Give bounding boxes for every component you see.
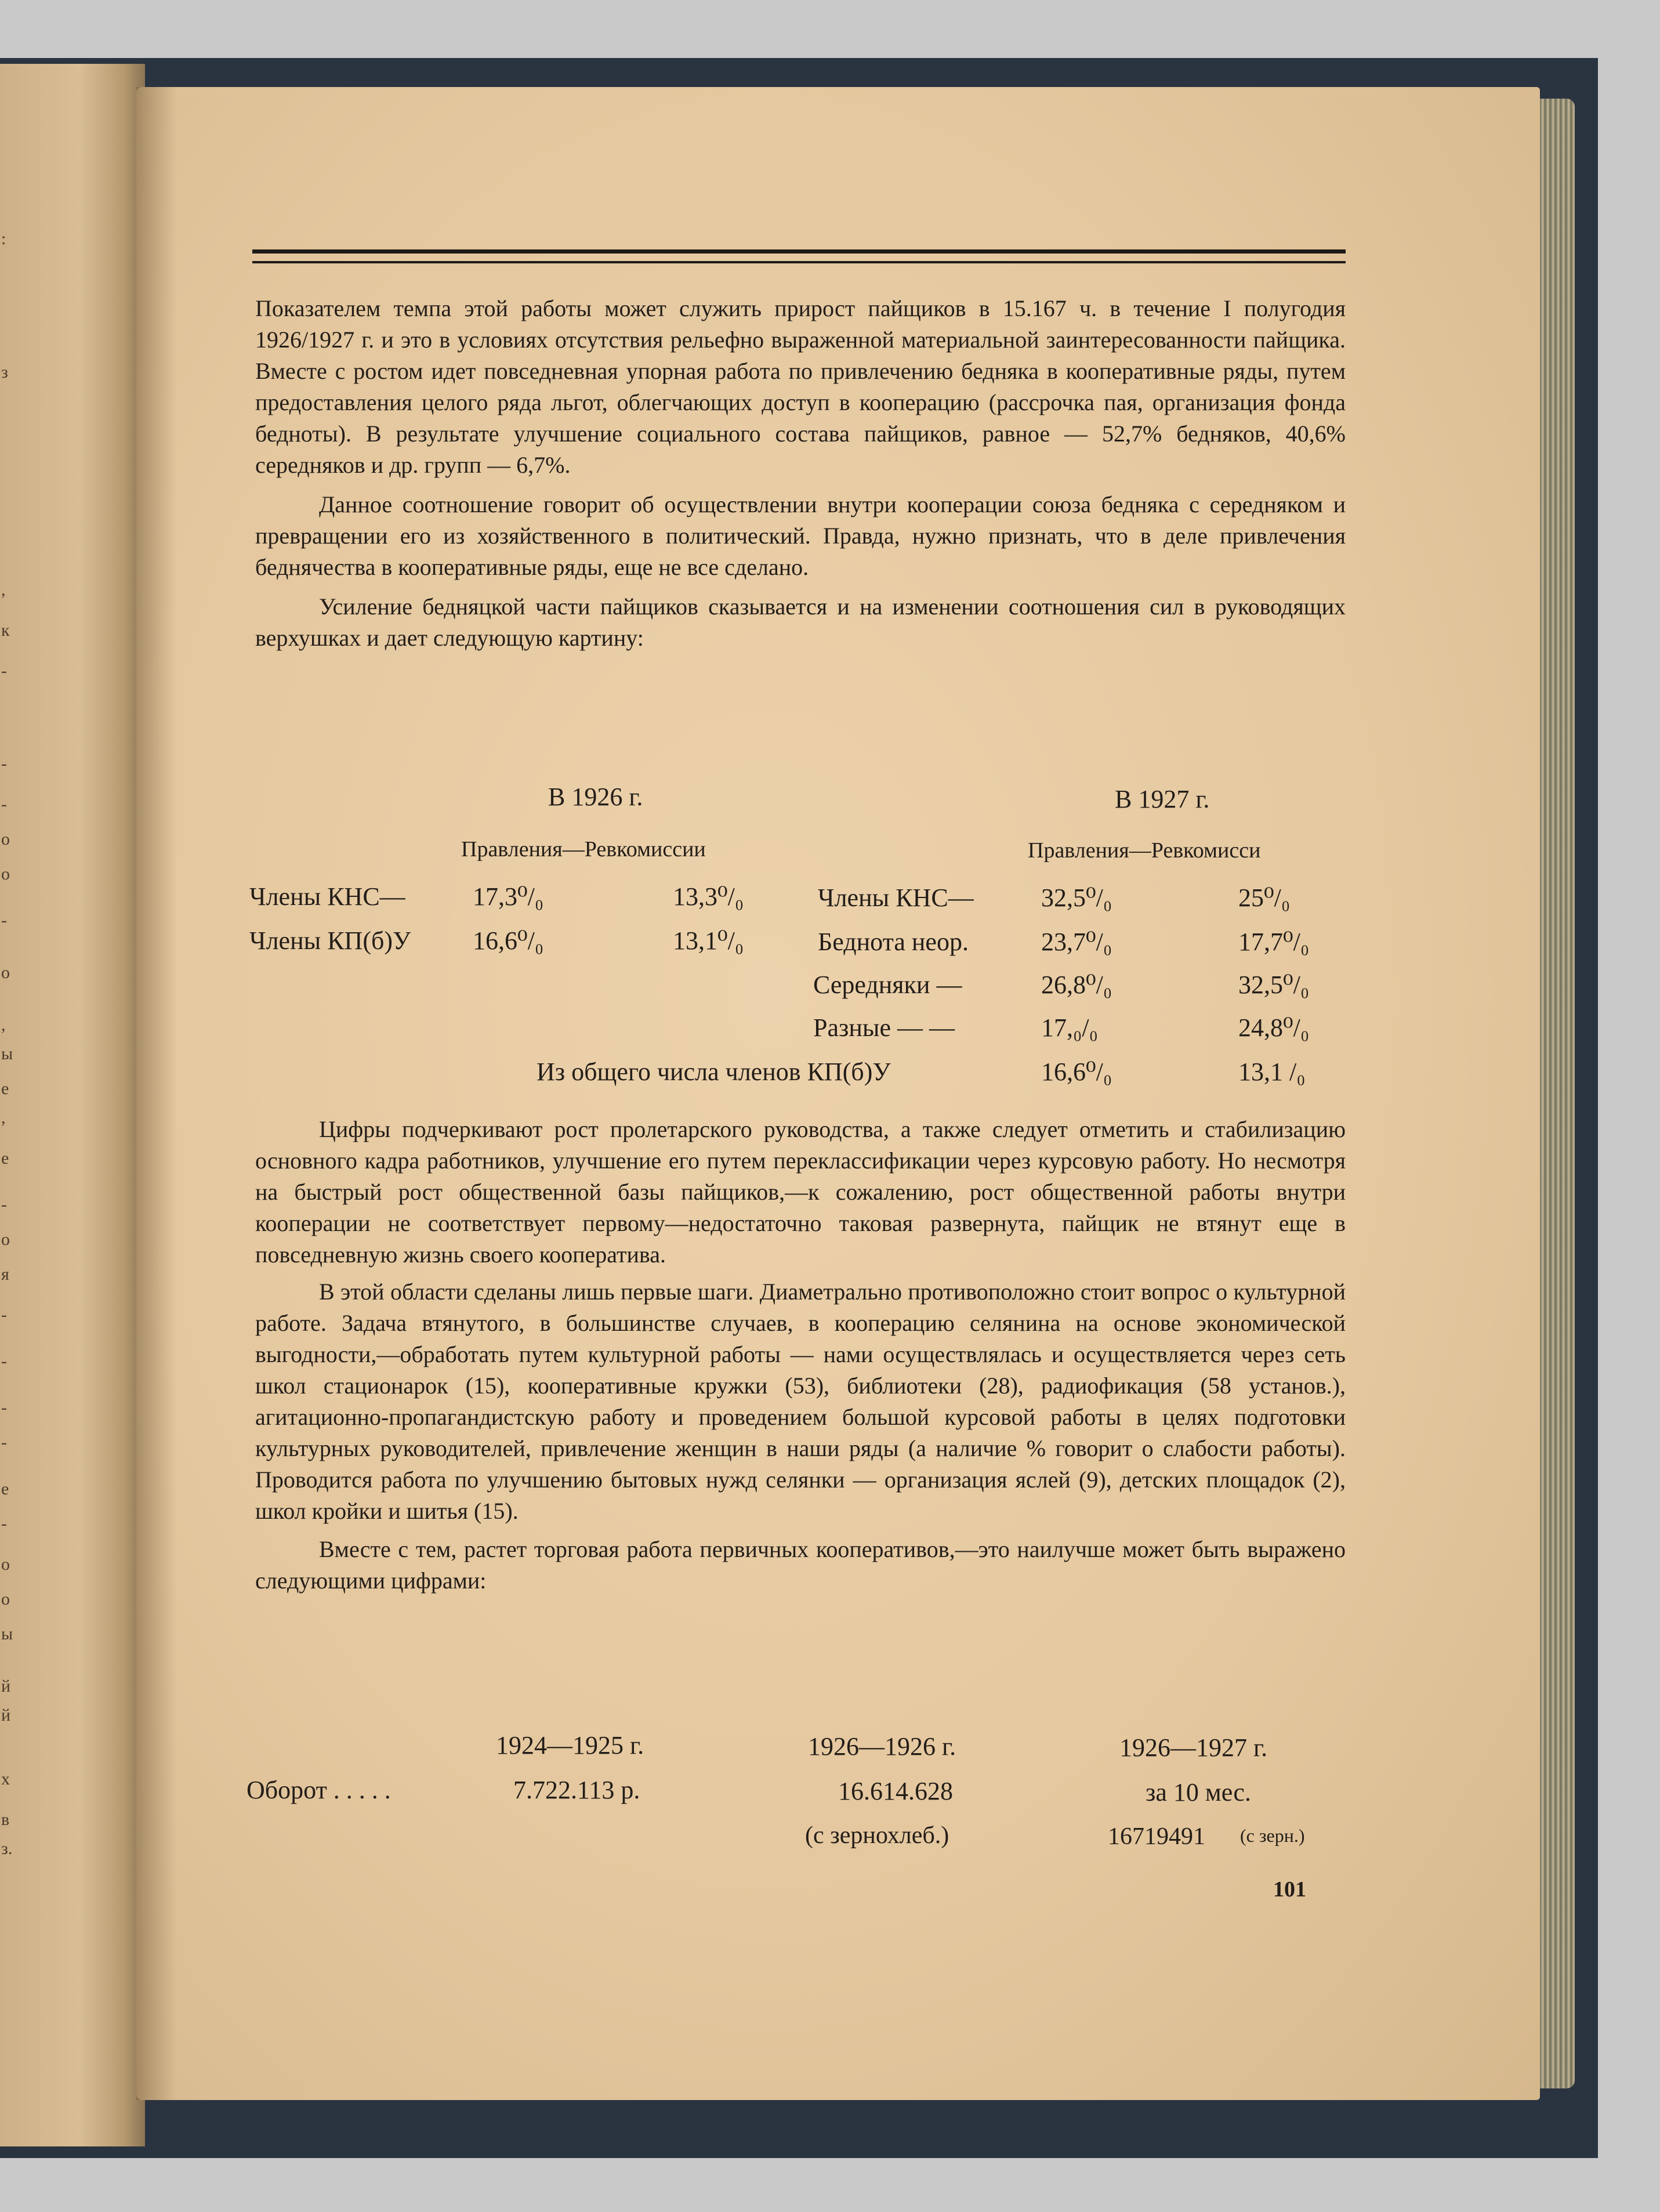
- left-margin-fragment: -: [1, 1305, 7, 1324]
- left-margin-fragment: :: [1, 229, 6, 248]
- table1-right-row-label: Середняки —: [813, 971, 962, 999]
- table1-right-row-value: 13,1 /₀: [1238, 1058, 1306, 1086]
- left-margin-fragment: к: [1, 621, 10, 640]
- table2-note-small: (с зерн.): [1240, 1825, 1305, 1846]
- left-margin-fragment: -: [1, 1352, 7, 1371]
- left-margin-fragment: о: [1, 864, 10, 884]
- table1-right-row-value: 32,5⁰/₀: [1041, 884, 1112, 912]
- left-margin-fragment: -: [1, 1195, 7, 1214]
- paragraph-6: Вместе с тем, растет торговая работа первичных кооперативов,—это наилучше может быть выражено следующими цифрами:: [255, 1536, 1346, 1594]
- left-margin-fragment: о: [1, 1230, 10, 1249]
- left-margin-fragment: й: [1, 1706, 11, 1725]
- table1-right-row-value: 17,₀/₀: [1041, 1013, 1098, 1042]
- table1-right-row-label: Из общего числа членов КП(б)У: [537, 1058, 891, 1086]
- left-margin-fragment: я: [1, 1265, 9, 1284]
- table1-left-row-value: 16,6⁰/₀: [473, 926, 544, 955]
- page-number: 101: [1273, 1877, 1306, 1902]
- table2-header: 1924—1925 г.: [496, 1731, 644, 1760]
- left-margin-fragment: о: [1, 963, 10, 982]
- left-margin-fragment: е: [1, 1149, 9, 1168]
- left-margin-fragment: -: [1, 1433, 7, 1452]
- left-margin-fragment: е: [1, 1079, 9, 1098]
- left-margin-fragment: -: [1, 661, 7, 680]
- paragraph-3: Усиление бедняцкой части пайщиков сказывается и на изменении соотношения сил в руководящих верхушках и дает следующую картину:: [255, 593, 1346, 651]
- table2-header: 1926—1927 г.: [1119, 1733, 1268, 1762]
- body-text-block: [255, 1114, 1346, 1596]
- table1-year-left: В 1926 г.: [548, 783, 643, 811]
- left-margin-fragment: з: [1, 363, 8, 382]
- table1-year-right: В 1927 г.: [1115, 785, 1210, 813]
- paragraph-1: Показателем темпа этой работы может служить прирост пайщиков в 15.167 ч. в течение I полугодия 1926/1927 г. и это в условиях отсутствия рельефно выраженной материальной заинтересованности пайщика. Вместе с ростом идет повседневная упорная работа по привлечению бедняка в кооперативные ряды, путем предоставления целого ряда льгот, облегчающих доступ в кооперацию (рассрочка пая, организация фонда бедноты). В результате улучшение социального состава пайщиков, равное — 52,7% бедняков, 40,6% середняков и др. групп — 6,7%.: [255, 295, 1346, 478]
- left-margin-fragment: ,: [1, 1108, 6, 1127]
- header-rule-thick: [252, 249, 1346, 254]
- table1-left-row-label: Члены КНС—: [249, 882, 405, 911]
- left-margin-fragment: ,: [1, 1015, 6, 1034]
- left-margin-fragment: ,: [1, 580, 6, 599]
- left-page-margin-text: [0, 64, 23, 2146]
- table2-value: 7.722.113 р.: [513, 1776, 640, 1804]
- table1-left-row-label: Члены КП(б)У: [249, 926, 411, 955]
- paragraph-5: В этой области сделаны лишь первые шаги. Диаметрально противоположно стоит вопрос о культурной работе. Задача втянутого, в большинстве случаев, в кооперацию селянина на основе экономической выгодности,—обработать путем культурной работы — нами осуществлялась и осуществляется через сеть школ стационарок (15), кооперативные кружки (53), библиотеки (28), радиофикация (58 установ.), агитационно-пропагандистскую работу и проведением большой курсовой работы в целях подготовки культурных руководителей, привлечение женщин в наши ряды (а наличие % говорит о слабости работы). Проводится работа по улучшению бытовых нужд селянки — организация яслей (9), детских площадок (2), школ кройки и шитья (15).: [255, 1279, 1346, 1524]
- table1-right-row-label: Беднота неор.: [818, 928, 969, 956]
- table2-row-label: Оборот . . . . .: [247, 1776, 391, 1804]
- table1-right-row-value: 25⁰/₀: [1238, 884, 1291, 912]
- left-margin-fragment: в: [1, 1810, 10, 1829]
- left-margin-fragment: е: [1, 1479, 9, 1498]
- table2-header: 1926—1926 г.: [808, 1732, 956, 1761]
- left-margin-fragment: -: [1, 911, 7, 930]
- table1-right-row-value: 17,7⁰/₀: [1238, 928, 1310, 956]
- table2-value: 16.614.628: [838, 1777, 953, 1805]
- table1-left-row-value: 13,3⁰/₀: [673, 882, 744, 911]
- left-margin-fragment: з.: [1, 1839, 13, 1858]
- table1-right-row-value: 16,6⁰/₀: [1041, 1058, 1112, 1086]
- left-margin-fragment: ы: [1, 1624, 13, 1643]
- left-margin-fragment: ы: [1, 1044, 13, 1063]
- left-margin-fragment: -: [1, 754, 7, 773]
- table2-note: (с зернохлеб.): [805, 1822, 949, 1849]
- table1-subheader-right: Правления—Ревкомисси: [1028, 838, 1261, 863]
- left-margin-fragment: х: [1, 1769, 10, 1789]
- table1-subheader-left: Правления—Ревкомиссии: [461, 837, 706, 861]
- table1-right-row-value: 24,8⁰/₀: [1238, 1013, 1310, 1042]
- table1-left-row-value: 17,3⁰/₀: [473, 882, 544, 911]
- left-margin-fragment: -: [1, 1398, 7, 1417]
- table1-left-row-value: 13,1⁰/₀: [673, 926, 744, 955]
- paragraph-4: Цифры подчеркивают рост пролетарского руководства, а также следует отметить и стабилизацию основного кадра работников, улучшение его путем переклассификации через курсовую работу. Но несмотря на быстрый рост общественной базы пайщиков,—к сожалению, рост общественной работы внутри кооперации не соответствует первому—недостаточно таковая развернута, пайщик не втянут еще в повседневную жизнь своего кооператива.: [255, 1116, 1346, 1268]
- paragraph-2: Данное соотношение говорит об осуществлении внутри кооперации союза бедняка с середняком и превращении его из хозяйственного в политический. Правда, нужно признать, что в деле привлечения беднячества в кооперативные ряды, еще не все сделано.: [255, 491, 1346, 580]
- left-margin-fragment: -: [1, 1514, 7, 1533]
- left-margin-fragment: -: [1, 795, 7, 814]
- intro-text-block: [255, 293, 1346, 654]
- table2-note: 16719491: [1108, 1823, 1205, 1850]
- left-margin-fragment: й: [1, 1677, 11, 1696]
- header-rule-thin: [252, 261, 1346, 263]
- table1-right-row-label: Члены КНС—: [818, 884, 974, 912]
- table1-right-row-label: Разные — —: [813, 1013, 955, 1042]
- gutter-shadow: [136, 87, 177, 2100]
- table1-right-row-value: 26,8⁰/₀: [1041, 971, 1112, 999]
- left-page-edge: [0, 64, 145, 2146]
- left-margin-fragment: о: [1, 830, 10, 849]
- left-margin-fragment: о: [1, 1555, 10, 1574]
- table1-right-row-value: 32,5⁰/₀: [1238, 971, 1310, 999]
- table2-value: за 10 мес.: [1146, 1778, 1251, 1806]
- left-margin-fragment: о: [1, 1590, 10, 1609]
- table1-right-row-value: 23,7⁰/₀: [1041, 928, 1112, 956]
